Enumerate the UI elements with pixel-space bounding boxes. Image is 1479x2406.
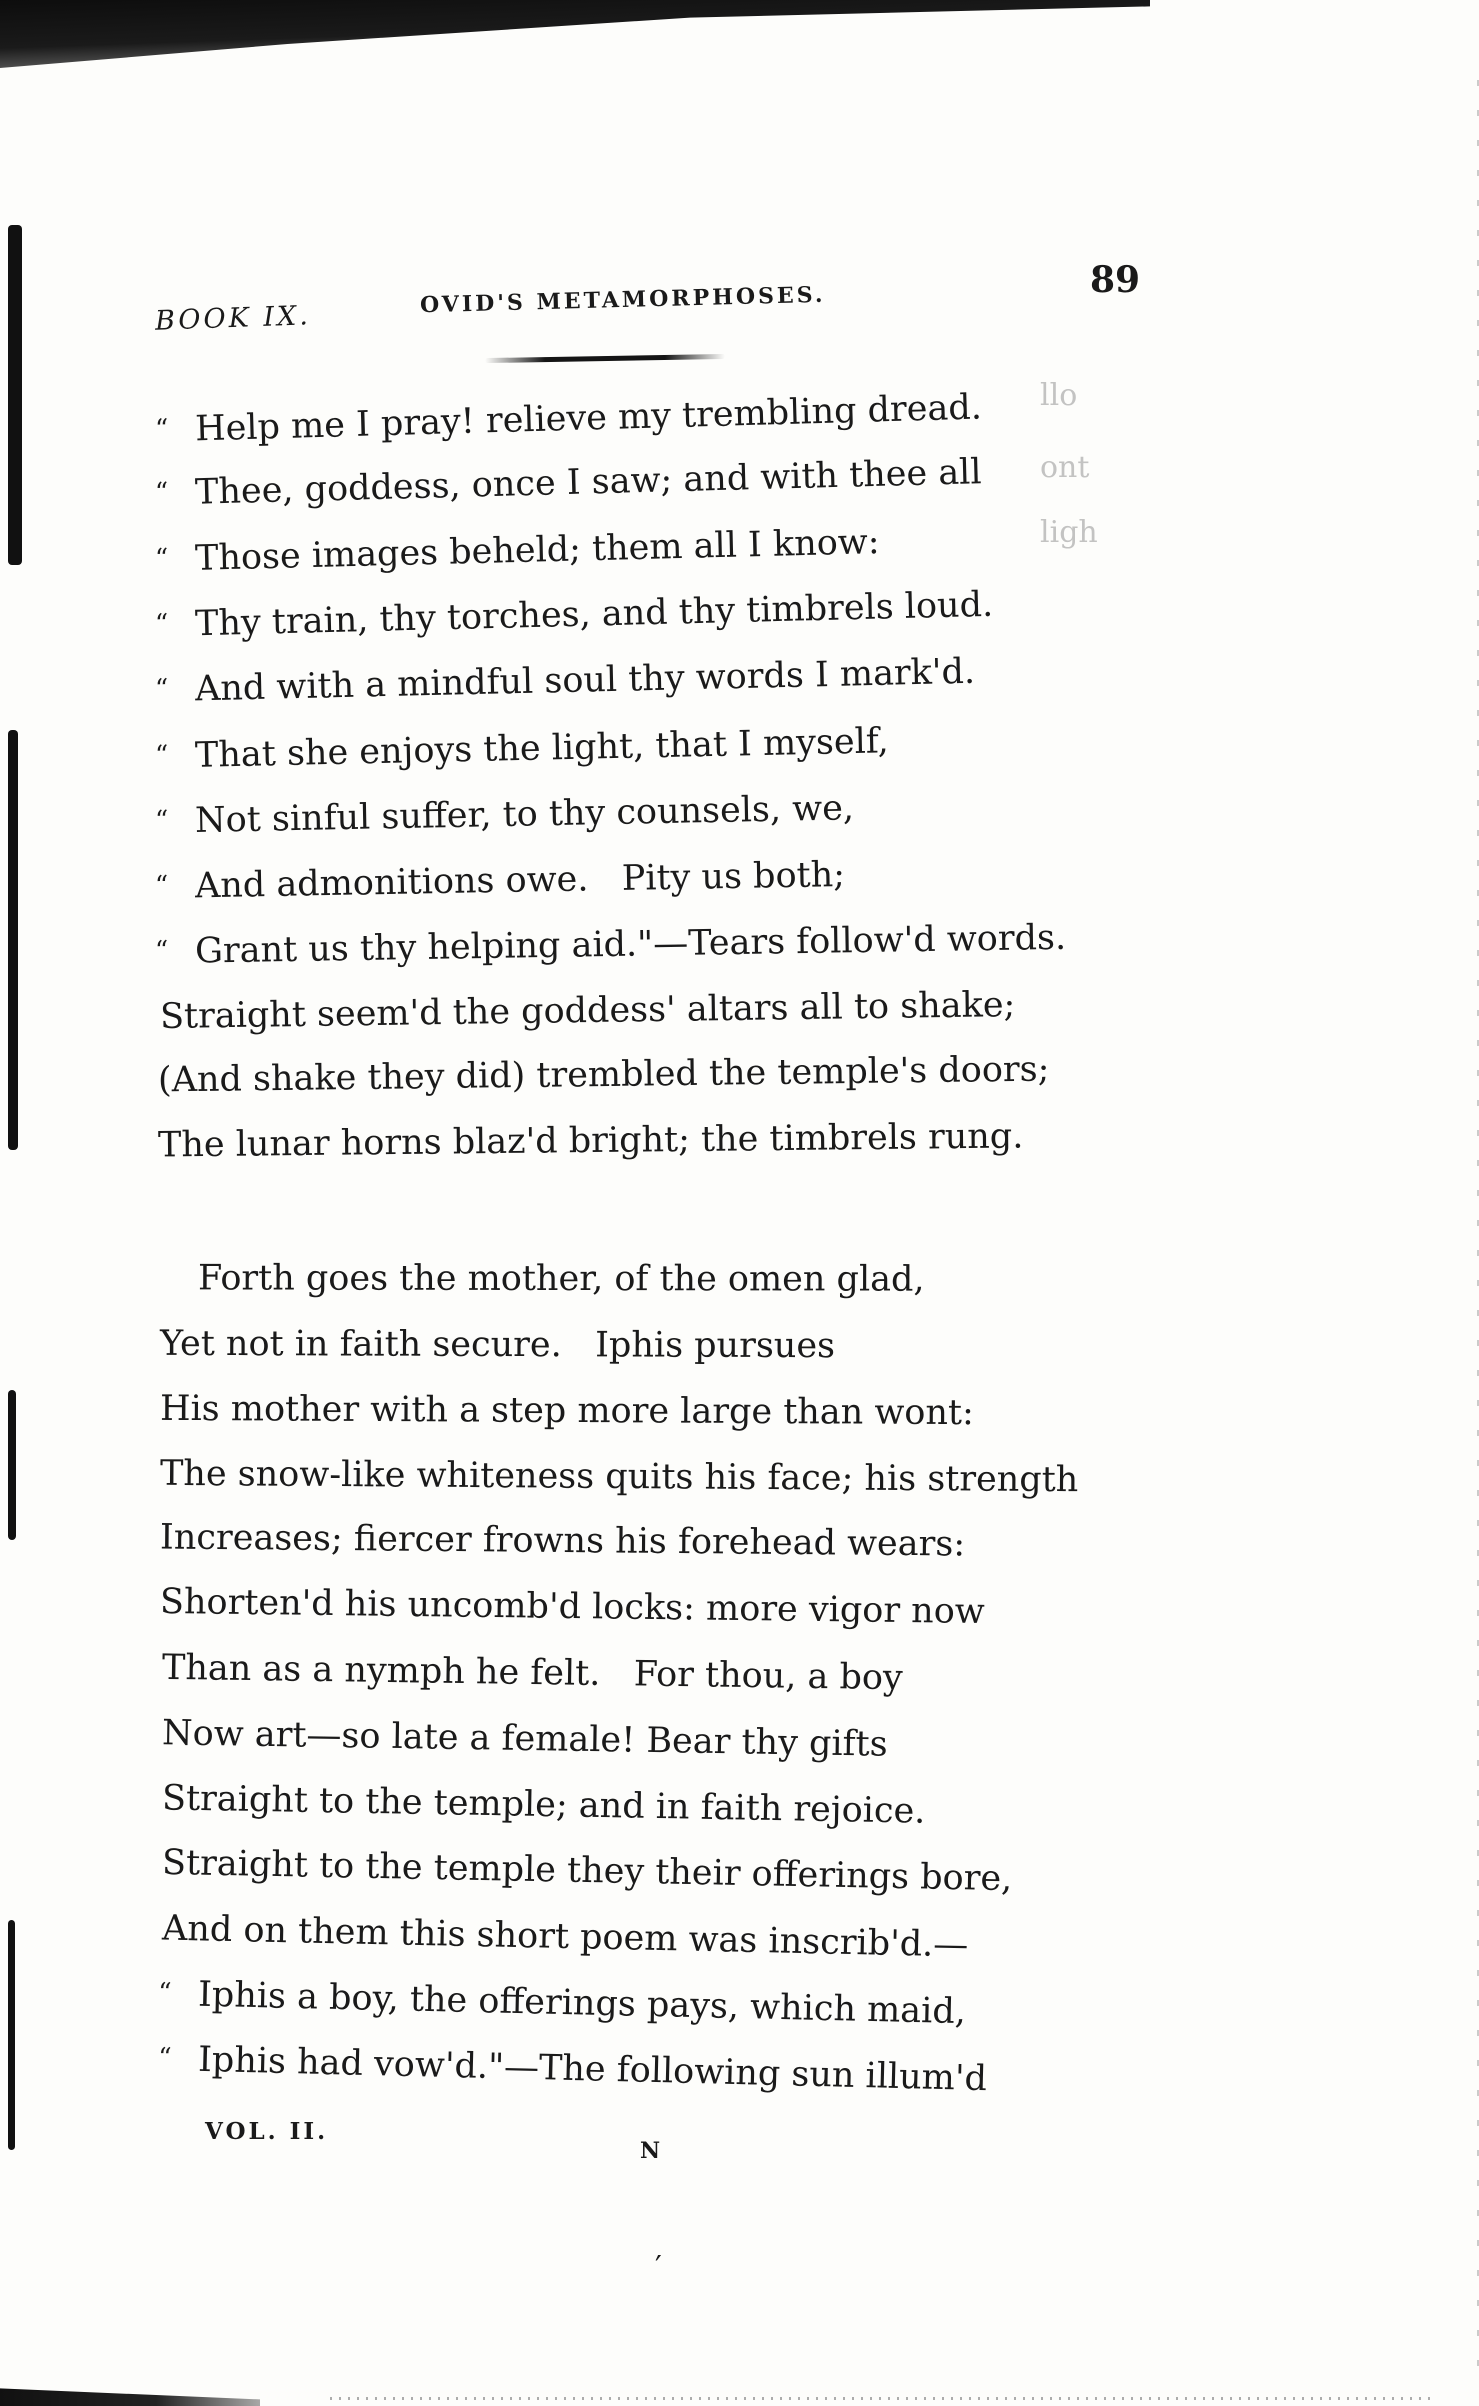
quote-mark: “	[154, 740, 169, 771]
scan-shadow-bottom	[0, 2384, 260, 2406]
verse-text: Those images beheld; them all I know:	[194, 522, 881, 579]
verse-text: Not sinful suffer, to thy counsels, we,	[194, 788, 855, 841]
verse-line	[154, 387, 983, 450]
verse-line	[159, 1453, 1079, 1501]
verse-text: Thee, goddess, once I saw; and with thee all	[194, 452, 983, 513]
verse-text: Thy train, thy torches, and thy timbrels loud.	[194, 584, 994, 645]
verse-line	[154, 584, 994, 645]
quote-mark: “	[154, 870, 169, 902]
verse-line	[159, 1517, 966, 1565]
quote-mark: “	[154, 608, 169, 640]
verse-text: And on them this short poem was inscrib'd.—	[161, 1908, 969, 1966]
verse-text: Straight to the temple they their offerings bore,	[161, 1842, 1013, 1900]
scan-shadow-top	[0, 0, 1150, 80]
verse-line	[157, 1974, 967, 2033]
verse-line	[154, 788, 855, 841]
verse-line	[159, 985, 1016, 1037]
verse-line	[157, 2039, 988, 2100]
verse-text: Iphis had vow'd."—The following sun illum'd	[197, 2039, 988, 2100]
verse-line	[154, 917, 1067, 972]
verse-text: Straight seem'd the goddess' altars all to shake;	[159, 985, 1016, 1037]
verse-line	[154, 452, 983, 513]
verse-line	[157, 1049, 1050, 1101]
verse-line	[154, 651, 976, 710]
verse-text: Help me I pray! relieve my trembling dread.	[194, 387, 983, 450]
verse-text: His mother with a step more large than wont:	[159, 1388, 974, 1434]
verse-text: Forth goes the mother, of the omen glad,	[197, 1258, 925, 1300]
verse-line	[159, 1581, 986, 1633]
ink-speck: ′	[655, 2250, 662, 2285]
scan-shadow-left-2	[8, 730, 18, 1150]
scan-shadow-left-1	[8, 225, 22, 565]
verse-line	[159, 1388, 974, 1434]
verse-text: Increases; fiercer frowns his forehead wears:	[159, 1517, 966, 1565]
verse-text: And with a mindful soul thy words I mark'd.	[194, 651, 976, 710]
verse-text: That she enjoys the light, that I myself,	[194, 721, 890, 776]
volume-mark: VOL. II.	[205, 2118, 329, 2145]
verse-text: Iphis a boy, the offerings pays, which maid,	[197, 1974, 967, 2033]
verse-line	[154, 854, 846, 907]
verse-text: And admonitions owe. Pity us both;	[194, 854, 846, 907]
verse-text: The snow-like whiteness quits his face; his strength	[159, 1453, 1079, 1501]
verse-text: (And shake they did) trembled the temple's doors;	[157, 1049, 1050, 1101]
bleed-through-2: ont	[1040, 450, 1090, 485]
running-head	[154, 259, 1145, 337]
verse-line	[161, 1842, 1013, 1900]
verse-text: Shorten'd his uncomb'd locks: more vigor now	[159, 1581, 986, 1633]
bleed-through-1: llo	[1040, 378, 1078, 413]
verse-text: Than as a nymph he felt. For thou, a boy	[161, 1647, 904, 1699]
quote-mark: “	[154, 477, 169, 508]
verse-line	[161, 1647, 904, 1699]
scan-shadow-left-4	[8, 1920, 15, 2150]
signature-mark: N	[640, 2138, 661, 2164]
quote-mark: “	[154, 414, 169, 445]
verse-line	[154, 522, 881, 579]
scan-shadow-left-3	[8, 1390, 16, 1540]
verse-text: The lunar horns blaz'd bright; the timbrels rung.	[157, 1116, 1024, 1166]
verse-line	[161, 1713, 888, 1765]
header-rule	[485, 354, 725, 363]
verse-line	[161, 1908, 969, 1966]
page-number: 89	[1090, 259, 1141, 301]
quote-mark: “	[154, 805, 169, 836]
quote-mark: “	[154, 935, 169, 967]
verse-text: Now art—so late a female! Bear thy gifts	[161, 1713, 888, 1765]
quote-mark: “	[154, 674, 169, 705]
verse-line	[197, 1258, 925, 1300]
bleed-through-3: ligh	[1040, 515, 1098, 550]
verse-line	[154, 721, 890, 776]
quote-mark: “	[154, 543, 169, 574]
verse-line	[159, 1323, 836, 1367]
quote-mark: “	[157, 1977, 172, 2009]
quote-mark: “	[157, 2042, 172, 2074]
verse-line	[157, 1116, 1024, 1166]
verse-text: Yet not in faith secure. Iphis pursues	[159, 1323, 836, 1367]
verse-text: Grant us thy helping aid."—Tears follow'd words.	[194, 917, 1067, 972]
scan-noise-bottom	[330, 2397, 1430, 2400]
verse-line	[161, 1778, 926, 1832]
work-title: OVID'S METAMORPHOSES.	[419, 281, 826, 319]
book-number: BOOK IX.	[154, 300, 312, 337]
verse-text: Straight to the temple; and in faith rejoice.	[161, 1778, 926, 1832]
